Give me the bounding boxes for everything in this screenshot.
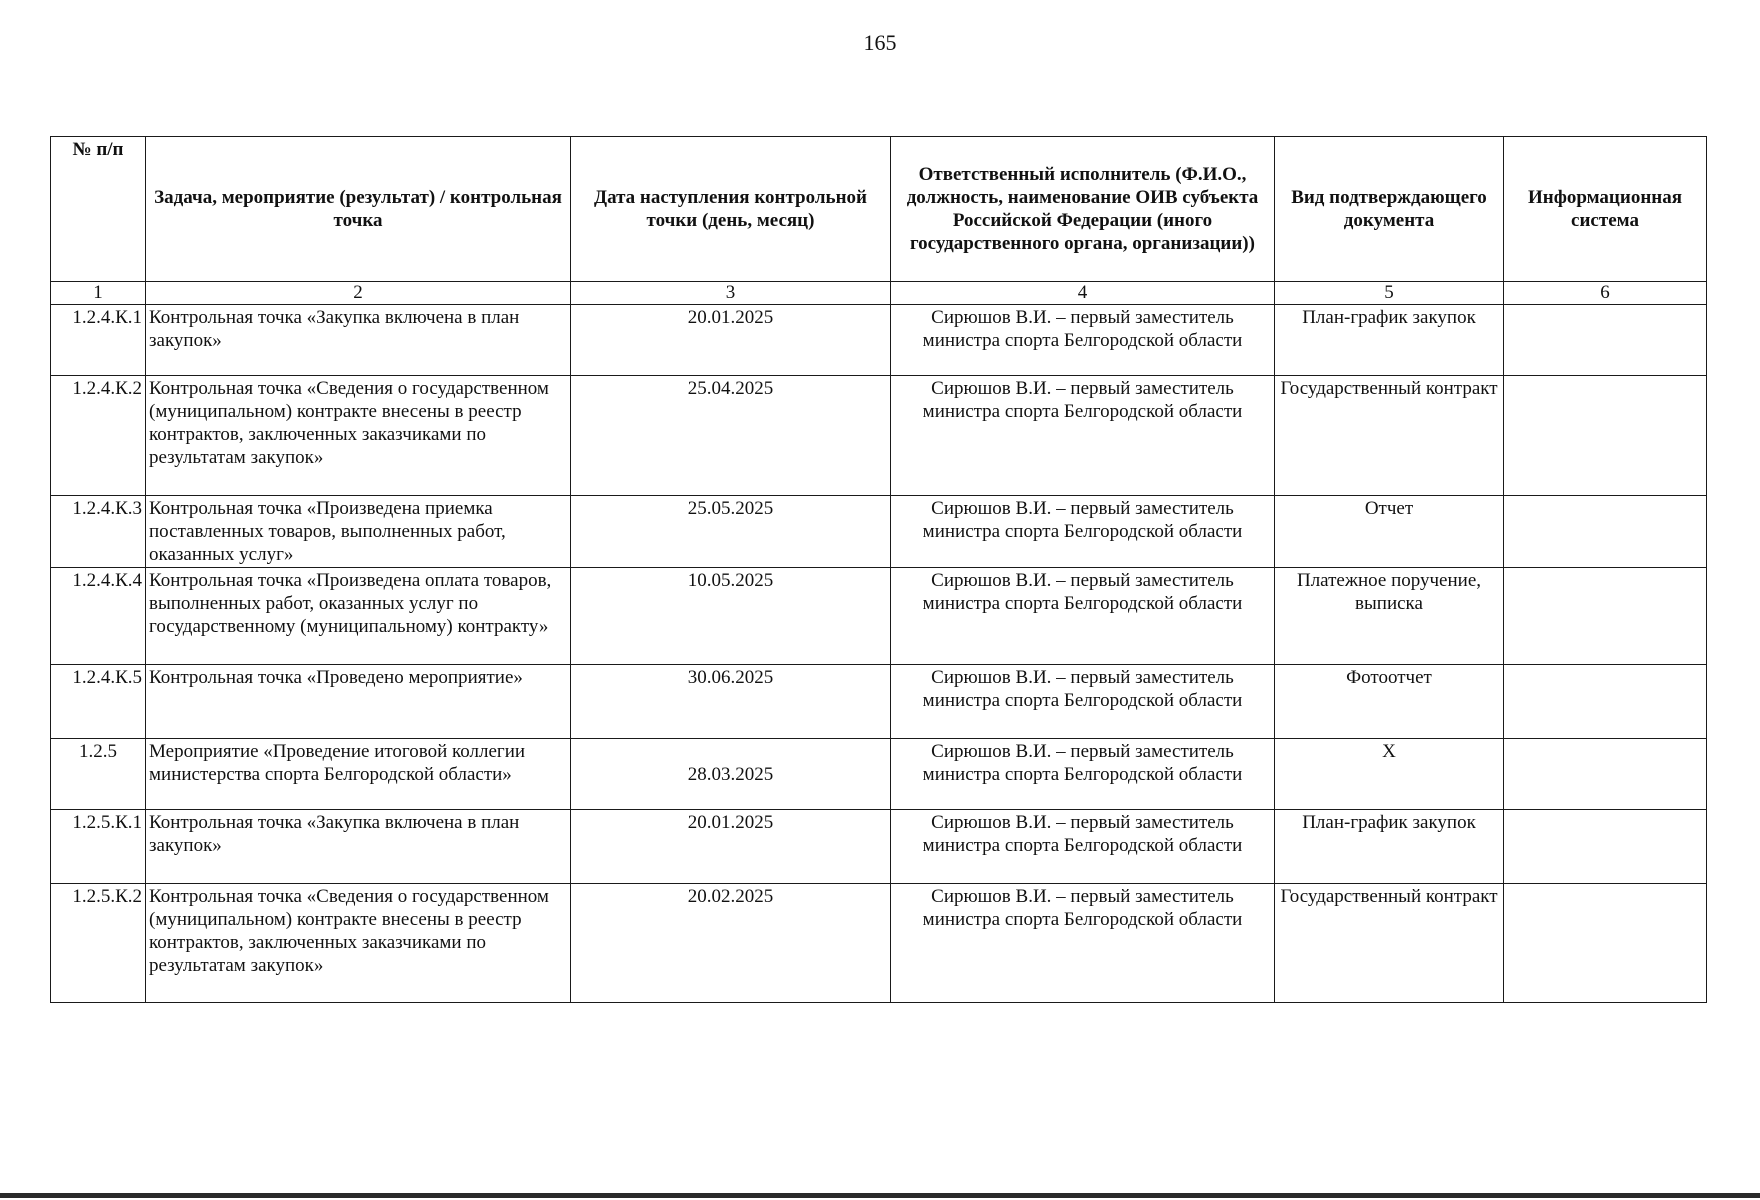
- row-system: [1504, 376, 1707, 496]
- header-number: № п/п: [51, 137, 146, 282]
- row-system: [1504, 305, 1707, 376]
- row-responsible: Сирюшов В.И. – первый заместитель министра спорта Белгородской области: [891, 810, 1275, 884]
- row-task: Контрольная точка «Закупка включена в план закупок»: [146, 305, 571, 376]
- table-row: [51, 884, 1707, 1003]
- table-row: [51, 810, 1707, 884]
- table-row: [51, 568, 1707, 665]
- row-document: План-график закупок: [1275, 810, 1504, 884]
- row-responsible: Сирюшов В.И. – первый заместитель министра спорта Белгородской области: [891, 568, 1275, 665]
- header-document: Вид подтверждающего документа: [1275, 137, 1504, 282]
- row-number: 1.2.5: [51, 739, 146, 810]
- row-date: 20.01.2025: [571, 305, 891, 376]
- control-points-table: [50, 136, 1707, 1003]
- row-date: 28.03.2025: [687, 764, 774, 785]
- table-row: [51, 739, 1707, 810]
- row-date: 30.06.2025: [571, 665, 891, 739]
- row-number: 1.2.5.К.1: [51, 810, 146, 884]
- row-date: 20.02.2025: [571, 884, 891, 1003]
- row-task: Мероприятие «Проведение итоговой коллегии министерства спорта Белгородской области»: [146, 739, 571, 810]
- row-date-cell: [571, 739, 891, 810]
- row-system: [1504, 810, 1707, 884]
- row-document: Государственный контракт: [1275, 376, 1504, 496]
- header-row: [51, 137, 1707, 282]
- row-responsible: Сирюшов В.И. – первый заместитель министра спорта Белгородской области: [891, 496, 1275, 568]
- row-system: [1504, 884, 1707, 1003]
- row-task: Контрольная точка «Произведена оплата товаров, выполненных работ, оказанных услуг по государственному (муниципальному) контракту»: [146, 568, 571, 665]
- header-date: Дата наступления контрольной точки (день, месяц): [571, 137, 891, 282]
- row-task: Контрольная точка «Произведена приемка поставленных товаров, выполненных работ, оказанных услуг»: [146, 496, 571, 568]
- row-document: Платежное поручение, выписка: [1275, 568, 1504, 665]
- table-row: [51, 376, 1707, 496]
- row-document: План-график закупок: [1275, 305, 1504, 376]
- row-system: [1504, 665, 1707, 739]
- row-system: [1504, 739, 1707, 810]
- row-document: Х: [1275, 739, 1504, 810]
- row-task: Контрольная точка «Сведения о государственном (муниципальном) контракте внесены в реестр контрактов, заключенных заказчиками по результатам закупок»: [146, 376, 571, 496]
- row-date: 20.01.2025: [571, 810, 891, 884]
- scan-edge-bar: [0, 1193, 1760, 1198]
- page-number: 165: [863, 30, 897, 55]
- row-responsible: Сирюшов В.И. – первый заместитель министра спорта Белгородской области: [891, 739, 1275, 810]
- table-row: [51, 305, 1707, 376]
- table-row: [51, 496, 1707, 568]
- column-index: 4: [891, 282, 1275, 305]
- row-number: 1.2.4.К.3: [51, 496, 146, 568]
- row-system: [1504, 568, 1707, 665]
- row-number: 1.2.5.К.2: [51, 884, 146, 1003]
- column-index: 6: [1504, 282, 1707, 305]
- column-index: 2: [146, 282, 571, 305]
- row-number: 1.2.4.К.2: [51, 376, 146, 496]
- header-system: Информационная система: [1504, 137, 1707, 282]
- header-responsible: Ответственный исполнитель (Ф.И.О., должность, наименование ОИВ субъекта Российской Федерации (иного государственного органа, организации)): [891, 137, 1275, 282]
- row-responsible: Сирюшов В.И. – первый заместитель министра спорта Белгородской области: [891, 305, 1275, 376]
- row-responsible: Сирюшов В.И. – первый заместитель министра спорта Белгородской области: [891, 665, 1275, 739]
- row-date: 10.05.2025: [571, 568, 891, 665]
- header-task: Задача, мероприятие (результат) / контрольная точка: [146, 137, 571, 282]
- column-index: 5: [1275, 282, 1504, 305]
- row-number: 1.2.4.К.5: [51, 665, 146, 739]
- row-date: 25.05.2025: [571, 496, 891, 568]
- column-index: 3: [571, 282, 891, 305]
- column-index-row: [51, 282, 1707, 305]
- table-row: [51, 665, 1707, 739]
- row-task: Контрольная точка «Сведения о государственном (муниципальном) контракте внесены в реестр контрактов, заключенных заказчиками по результатам закупок»: [146, 884, 571, 1003]
- row-system: [1504, 496, 1707, 568]
- row-date: 25.04.2025: [571, 376, 891, 496]
- row-responsible: Сирюшов В.И. – первый заместитель министра спорта Белгородской области: [891, 376, 1275, 496]
- row-document: Государственный контракт: [1275, 884, 1504, 1003]
- row-number: 1.2.4.К.4: [51, 568, 146, 665]
- row-document: Отчет: [1275, 496, 1504, 568]
- column-index: 1: [51, 282, 146, 305]
- row-task: Контрольная точка «Проведено мероприятие»: [146, 665, 571, 739]
- row-task: Контрольная точка «Закупка включена в план закупок»: [146, 810, 571, 884]
- row-responsible: Сирюшов В.И. – первый заместитель министра спорта Белгородской области: [891, 884, 1275, 1003]
- row-number: 1.2.4.К.1: [51, 305, 146, 376]
- row-document: Фотоотчет: [1275, 665, 1504, 739]
